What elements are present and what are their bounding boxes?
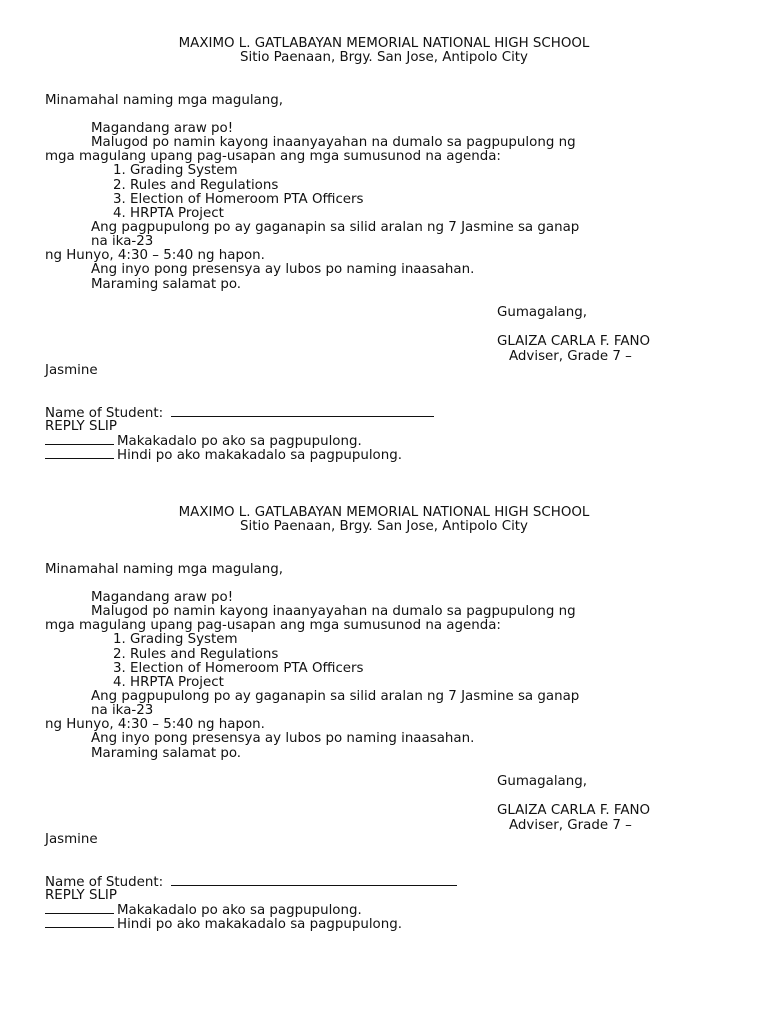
invitation-line: Malugod po namin kayong inaanyayahan na dumalo sa pagpupulong ng (91, 135, 576, 150)
presence-line: Ang inyo pong presensya ay lubos po naming inaasahan. (91, 731, 475, 746)
reply-slip-label: REPLY SLIP (45, 888, 117, 903)
agenda-item: 1. Grading System (113, 632, 238, 647)
salutation: Minamahal naming mga magulang, (45, 93, 283, 108)
section-name: Jasmine (45, 363, 98, 378)
presence-line: Ang inyo pong presensya ay lubos po naming inaasahan. (91, 262, 475, 277)
signatory-title: Adviser, Grade 7 – (509, 818, 632, 833)
signatory-name: GLAIZA CARLA F. FANO (497, 803, 651, 818)
salutation: Minamahal naming mga magulang, (45, 562, 283, 577)
student-name-blank[interactable] (171, 405, 434, 417)
agenda-item: 3. Election of Homeroom PTA Officers (113, 661, 364, 676)
attend-check-blank[interactable] (45, 902, 114, 914)
agenda-item: 4. HRPTA Project (113, 675, 224, 690)
signatory-name: GLAIZA CARLA F. FANO (497, 334, 651, 349)
reply-slip-label: REPLY SLIP (45, 419, 117, 434)
venue-line: Ang pagpupulong po ay gaganapin sa silid aralan ng 7 Jasmine sa ganap (91, 220, 580, 235)
thanks-line: Maraming salamat po. (91, 277, 242, 292)
venue-line: Ang pagpupulong po ay gaganapin sa silid aralan ng 7 Jasmine sa ganap (91, 689, 580, 704)
not-attend-check-blank[interactable] (45, 447, 114, 459)
student-name-label: Name of Student: (45, 406, 164, 421)
student-name-blank[interactable] (171, 874, 457, 886)
not-attend-option-text: Hindi po ako makakadalo sa pagpupulong. (117, 917, 402, 932)
agenda-item: 4. HRPTA Project (113, 206, 224, 221)
school-name: MAXIMO L. GATLABAYAN MEMORIAL NATIONAL HIGH SCHOOL (178, 36, 590, 51)
parent-letter-2 (0, 470, 768, 940)
invitation-line: mga magulang upang pag-usapan ang mga sumusunod na agenda: (45, 149, 501, 164)
attend-check-blank[interactable] (45, 433, 114, 445)
student-name-label: Name of Student: (45, 875, 164, 890)
school-address: Sitio Paenaan, Brgy. San Jose, Antipolo City (240, 519, 528, 534)
reply-option-not-attend (45, 916, 402, 932)
not-attend-option-text: Hindi po ako makakadalo sa pagpupulong. (117, 448, 402, 463)
agenda-item: 2. Rules and Regulations (113, 647, 279, 662)
parent-letter-1 (0, 0, 768, 470)
school-name: MAXIMO L. GATLABAYAN MEMORIAL NATIONAL HIGH SCHOOL (178, 505, 590, 520)
venue-line: na ika-23 (91, 234, 154, 249)
agenda-item: 2. Rules and Regulations (113, 178, 279, 193)
section-name: Jasmine (45, 832, 98, 847)
agenda-item: 3. Election of Homeroom PTA Officers (113, 192, 364, 207)
signatory-title: Adviser, Grade 7 – (509, 349, 632, 364)
thanks-line: Maraming salamat po. (91, 746, 242, 761)
venue-line: na ika-23 (91, 703, 154, 718)
reply-option-not-attend (45, 447, 402, 463)
invitation-line: mga magulang upang pag-usapan ang mga sumusunod na agenda: (45, 618, 501, 633)
school-address: Sitio Paenaan, Brgy. San Jose, Antipolo City (240, 50, 528, 65)
agenda-item: 1. Grading System (113, 163, 238, 178)
invitation-line: Malugod po namin kayong inaanyayahan na dumalo sa pagpupulong ng (91, 604, 576, 619)
venue-line: ng Hunyo, 4:30 – 5:40 ng hapon. (45, 717, 265, 732)
attend-option-text: Makakadalo po ako sa pagpupulong. (117, 903, 362, 918)
not-attend-check-blank[interactable] (45, 916, 114, 928)
closing: Gumagalang, (497, 305, 587, 320)
venue-line: ng Hunyo, 4:30 – 5:40 ng hapon. (45, 248, 265, 263)
greeting: Magandang araw po! (91, 590, 234, 605)
closing: Gumagalang, (497, 774, 587, 789)
greeting: Magandang araw po! (91, 121, 234, 136)
attend-option-text: Makakadalo po ako sa pagpupulong. (117, 434, 362, 449)
